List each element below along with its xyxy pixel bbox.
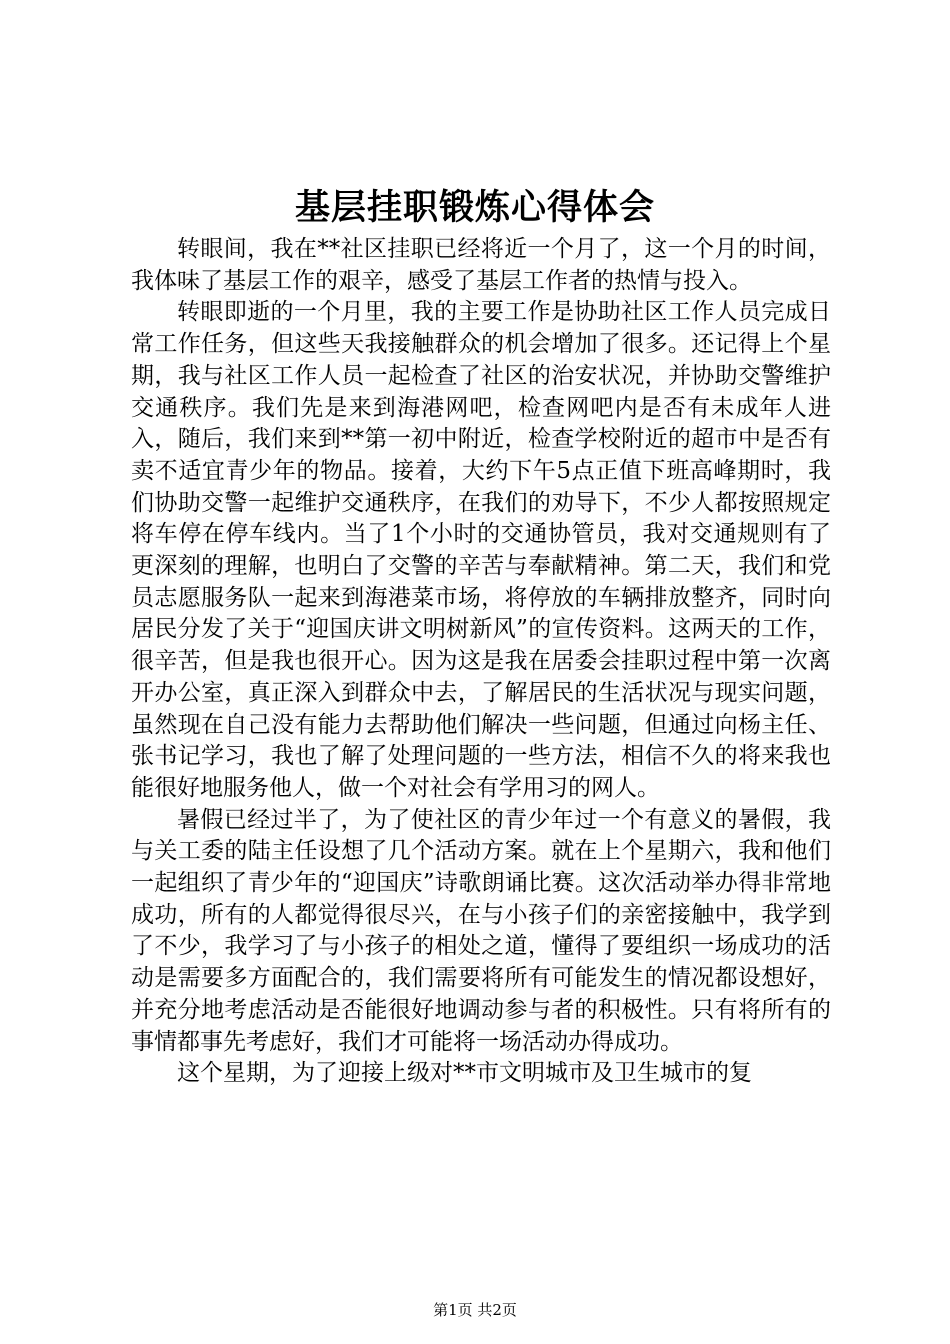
paragraph: 转眼间，我在**社区挂职已经将近一个月了，这一个月的时间，我体味了基层工作的艰辛，感受了基层工作者的热情与投入。 <box>131 236 831 294</box>
paragraph: 转眼即逝的一个月里，我的主要工作是协助社区工作人员完成日常工作任务，但这些天我接触群众的机会增加了很多。还记得上个星期，我与社区工作人员一起检查了社区的治安状况，并协助交警维护交通秩序。我们先是来到海港网吧，检查网吧内是否有未成年人进入，随后，我们来到**第一初中附近，检查学校附近的超市中是否有卖不适宜青少年的物品。接着，大约下午5点正值下班高峰期时，我们协助交警一起维护交通秩序，在我们的劝导下，不少人都按照规定将车停在停车线内。当了1个小时的交通协管员，我对交通规则有了更深刻的理解，也明白了交警的辛苦与奉献精神。第二天，我们和党员志愿服务队一起来到海港菜市场，将停放的车辆排放整齐，同时向居民分发了关于“迎国庆讲文明树新风”的宣传资料。这两天的工作，很辛苦，但是我也很开心。因为这是我在居委会挂职过程中第一次离开办公室，真正深入到群众中去，了解居民的生活状况与现实问题，虽然现在自己没有能力去帮助他们解决一些问题，但通过向杨主任、张书记学习，我也了解了处理问题的一些方法，相信不久的将来我也能很好地服务他人，做一个对社会有学用习的网人。 <box>131 299 831 801</box>
document-title: 基层挂职锻炼心得体会 <box>294 187 655 228</box>
paragraph: 这个星期，为了迎接上级对**市文明城市及卫生城市的复 <box>177 1060 752 1087</box>
paragraph: 暑假已经过半了，为了使社区的青少年过一个有意义的暑假，我与关工委的陆主任设想了几个活动方案。就在上个星期六，我和他们一起组织了青少年的“迎国庆”诗歌朗诵比赛。这次活动举办得非常地成功，所有的人都觉得很尽兴，在与小孩子们的亲密接触中，我学到了不少，我学习了与小孩子的相处之道，懂得了要组织一场成功的活动是需要多方面配合的，我们需要将所有可能发生的情况都设想好，并充分地考虑活动是否能很好地调动参与者的积极性。只有将所有的事情都事先考虑好，我们才可能将一场活动办得成功。 <box>131 806 831 1055</box>
page-footer: 第1页 共2页 <box>433 1301 517 1319</box>
document-body <box>131 234 831 1090</box>
